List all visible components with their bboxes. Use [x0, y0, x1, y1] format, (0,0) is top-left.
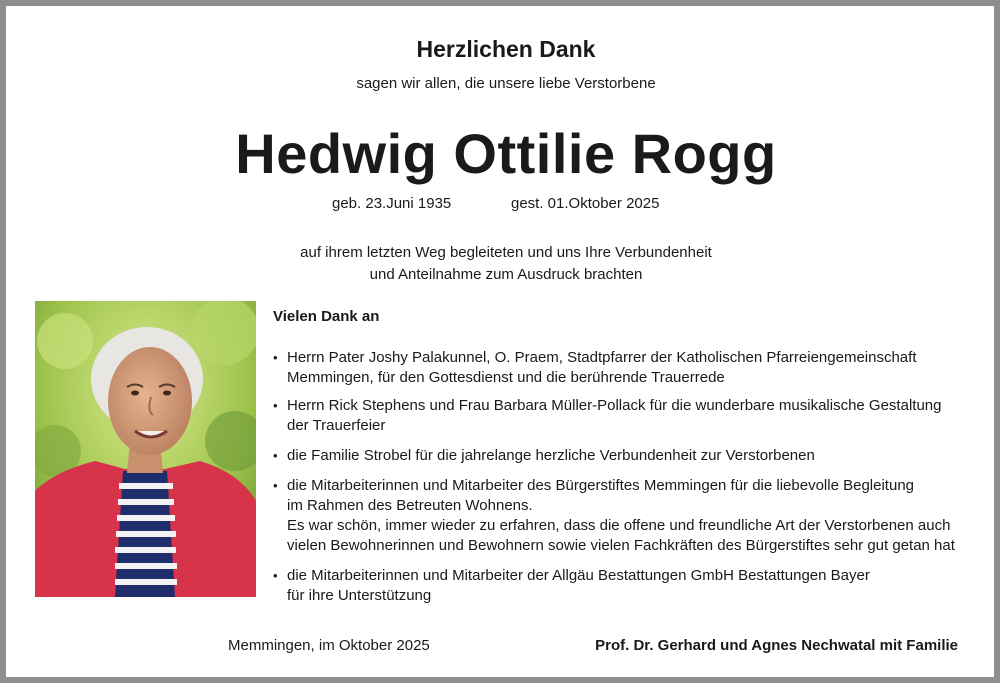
intro-text: sagen wir allen, die unsere liebe Verstorbene: [356, 75, 656, 92]
list-item-line: im Rahmen des Betreuten Wohnens.: [287, 497, 533, 514]
portrait-photo: [35, 301, 256, 597]
list-item-line: für ihre Unterstützung: [287, 587, 432, 604]
list-item-line: Memmingen, für den Gottesdienst und die berührende Trauerrede: [287, 369, 725, 386]
list-title: Vielen Dank an: [273, 308, 380, 325]
list-item-line: vielen Bewohnerinnen und Bewohnern sowie vielen Fachkräften des Bürgerstiftes sehr gut getan hat: [287, 537, 955, 554]
list-item: [273, 396, 983, 436]
list-item-line: Es war schön, immer wieder zu erfahren, dass die offene und freundliche Art der Verstorbenen auch: [287, 517, 951, 534]
signature: Prof. Dr. Gerhard und Agnes Nechwatal mit Familie: [595, 637, 958, 654]
list-item: [273, 348, 983, 388]
thanks-text: [6, 242, 1000, 286]
list-item-line: • die Familie Strobel für die jahrelange herzliche Verbundenheit zur Verstorbenen: [287, 447, 815, 464]
place-date: Memmingen, im Oktober 2025: [228, 637, 430, 654]
thanks-list: [273, 348, 983, 606]
card-heading: Herzlichen Dank: [416, 36, 596, 62]
list-item-line: • Herrn Pater Joshy Palakunnel, O. Praem, Stadtpfarrer der Katholischen Pfarreiengemeinschaft: [287, 349, 917, 366]
list-item-line: der Trauerfeier: [287, 417, 386, 434]
list-item: [273, 446, 983, 466]
thanks-line: und Anteilnahme zum Ausdruck brachten: [369, 266, 643, 283]
list-item-line: • die Mitarbeiterinnen und Mitarbeiter des Bürgerstiftes Memmingen für die liebevolle Begleitung: [287, 477, 914, 494]
portrait-image: [35, 301, 256, 597]
birth-date: geb. 23.Juni 1935: [332, 195, 452, 212]
thanks-line: auf ihrem letzten Weg begleiteten und uns Ihre Verbundenheit: [300, 244, 712, 261]
death-date: gest. 01.Oktober 2025: [511, 195, 660, 212]
deceased-name: Hedwig Ottilie Rogg: [235, 122, 777, 185]
list-item: [273, 476, 983, 556]
list-item: [273, 566, 983, 606]
list-item-line: • die Mitarbeiterinnen und Mitarbeiter der Allgäu Bestattungen GmbH Bestattungen Bayer: [287, 567, 870, 584]
list-item-line: • Herrn Rick Stephens und Frau Barbara Müller-Pollack für die wunderbare musikalische Gestaltung: [287, 397, 942, 414]
